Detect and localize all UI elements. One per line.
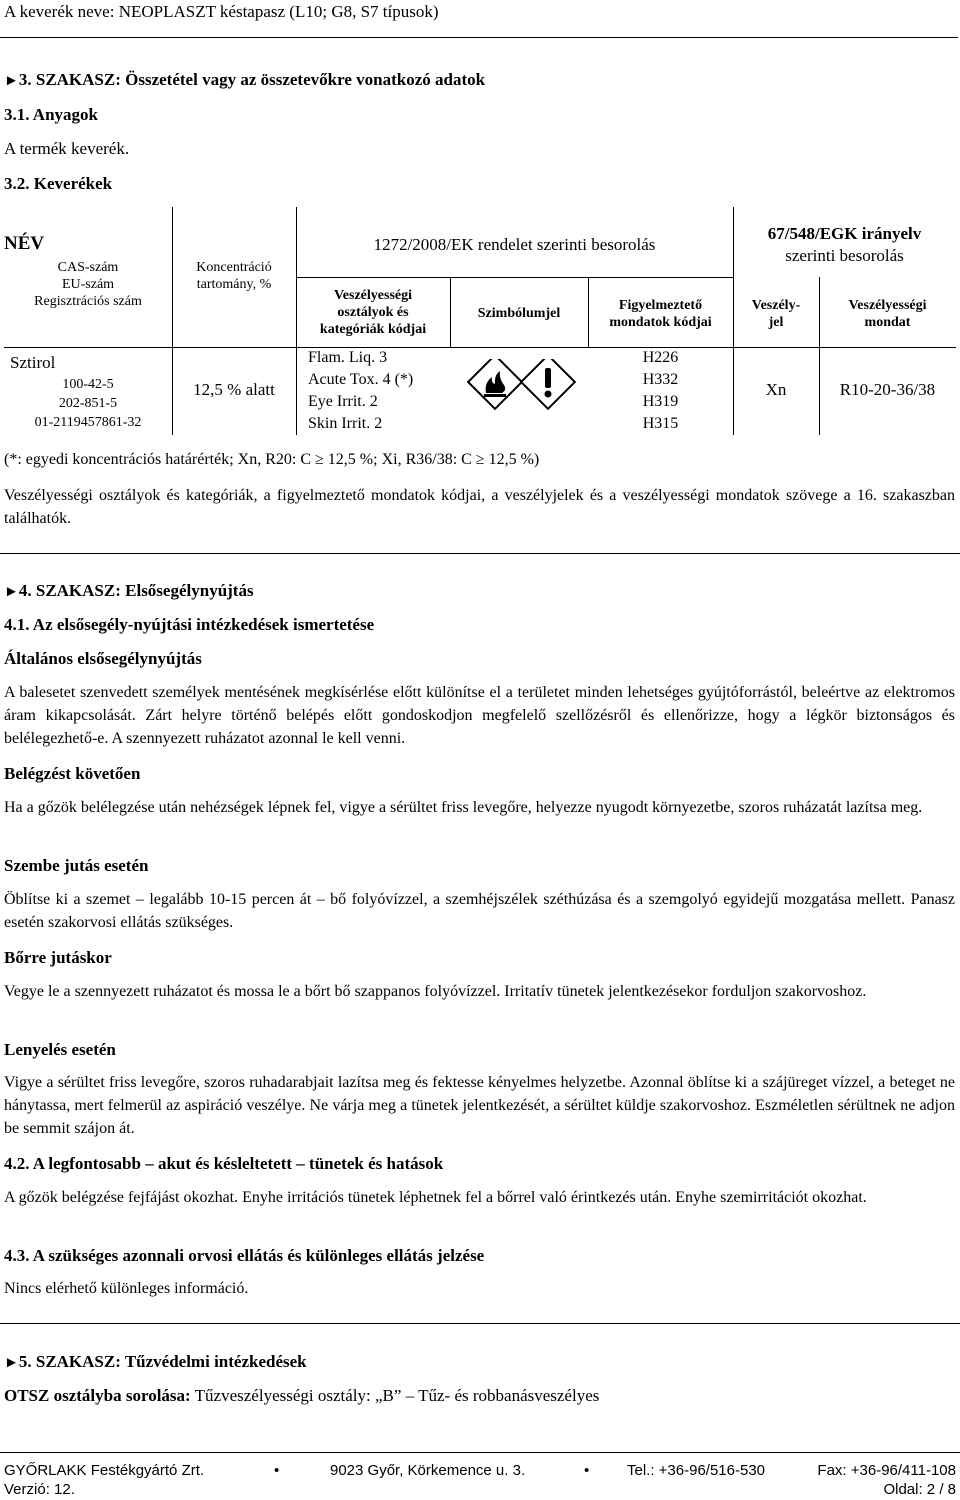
subsection-4-2-text: A gőzök belégzése fejfájást okozhat. Enyhe irritációs tünetek léphetnek fel a bőrrel való érintkezés után. Enyhe szemirritációt okozhat. xyxy=(4,1189,867,1206)
table-footnote: (*: egyedi koncentrációs határérték; Xn, R20: C ≥ 12,5 %; Xi, R36/38: C ≥ 12,5 %) xyxy=(4,451,540,468)
footer-bullet: • xyxy=(584,1462,590,1479)
header-reg: Regisztrációs szám xyxy=(34,294,142,309)
ingestion-text: Vigye a sérültet friss levegőre, szoros ruhadarabjait lazítsa meg és fektesse kényelmes helyzetbe. Azonnal öblítse ki a szájüreget vízzel, a beteget ne hánytassa, mert felmerül az aspiráció veszélye. Ne várja meg a tünetek jelentkezését, a sérültet küldje szakorvoshoz. Eszméletlen sérültnek ne adjon be semmit szájon át. xyxy=(4,1074,955,1137)
h-code: H315 xyxy=(642,415,679,432)
header-r-phrase: Veszélyességi xyxy=(848,298,927,313)
eye-text: Öblítse ki a szemet – legalább 10-15 percen át – bő folyóvízzel, a szemhéjszélek széthúzása és a szemgolyó egyidejű mozgatása mellett. Panasz esetén szakorvosi ellátás szükséges. xyxy=(4,891,955,931)
section3-heading: ►3. SZAKASZ: Összetétel vagy az összetevőkre vonatkozó adatok xyxy=(4,70,486,89)
section4-heading: ►4. SZAKASZ: Elsősegélynyújtás xyxy=(4,581,254,600)
section-marker-icon: ► xyxy=(4,584,19,600)
header-67548-title: 67/548/EGK irányelv xyxy=(767,224,922,243)
eye-heading: Szembe jutás esetén xyxy=(4,856,149,875)
general-heading: Általános elsősegélynyújtás xyxy=(4,649,202,668)
h-code: H319 xyxy=(642,393,679,410)
hazard-class: Flam. Liq. 3 xyxy=(308,349,388,366)
footer-version: Verzió: 12. xyxy=(4,1481,75,1498)
header-cas: CAS-szám xyxy=(57,260,119,275)
h-code: H226 xyxy=(642,349,679,366)
inhalation-heading: Belégzést követően xyxy=(4,764,141,783)
general-text: A balesetet szenvedett személyek mentésének megkísérlése előtt különítse el a területet minden lehetséges gyújtóforrástól, beleértve az elektromos áram kikapcsolását. Zárt helyre történő belépés előtt gondoskodjon megfelelő szellőzésről és ellenőrizze, hogy a légkör biztonságos és belélegezhető-e. A szennyezett ruházatot azonnal le kell venni. xyxy=(4,684,955,747)
section-marker-icon: ► xyxy=(4,73,19,89)
footer-company: GYŐRLAKK Festékgyártó Zrt. xyxy=(4,1462,205,1479)
subsection-4-3-text: Nincs elérhető különleges információ. xyxy=(4,1280,249,1297)
footer-fax: Fax: +36-96/411-108 xyxy=(817,1462,956,1479)
page-header xyxy=(0,0,958,38)
section-divider xyxy=(0,553,960,554)
otsz-label: OTSZ osztályba sorolása: xyxy=(4,1386,191,1405)
header-symbol: Szimbólumjel xyxy=(477,306,561,321)
substance-reg: 01-2119457861-32 xyxy=(34,415,142,430)
section-marker-icon: ► xyxy=(4,1355,19,1371)
inhalation-text: Ha a gőzök belélegzése után nehézségek lépnek fel, vigye a sérültet friss levegőre, helyezze nyugodt környezetbe, szoros ruházatát lazítsa meg. xyxy=(4,799,923,816)
subsection-4-3: 4.3. A szükséges azonnali orvosi ellátás és különleges ellátás jelzése xyxy=(4,1246,485,1265)
subsection-3-2: 3.2. Keverékek xyxy=(4,174,113,193)
header-concentration: Koncentráció xyxy=(196,260,272,275)
hazard-class: Skin Irrit. 2 xyxy=(308,415,383,432)
header-title: A keverék neve: NEOPLASZT késtapasz (L10; G8, S7 típusok) xyxy=(4,2,439,21)
danger-symbol: Xn xyxy=(765,380,787,399)
otsz-classification xyxy=(4,1384,599,1408)
footer-page-number: Oldal: 2 / 8 xyxy=(883,1481,956,1498)
page-footer xyxy=(0,1452,960,1453)
hazard-class: Acute Tox. 4 (*) xyxy=(308,371,414,388)
ingestion-heading: Lenyelés esetén xyxy=(4,1040,116,1059)
subsection-3-1: 3.1. Anyagok xyxy=(4,105,98,124)
exclamation-pictogram-icon xyxy=(521,359,575,409)
h-code: H332 xyxy=(642,371,679,388)
substance-name: Sztirol xyxy=(10,353,56,372)
header-hazard-classes: Veszélyességi xyxy=(333,288,413,303)
subsection-4-1: 4.1. Az elsősegély-nyújtási intézkedések ismertetése xyxy=(4,615,375,634)
section3-note: Veszélyességi osztályok és kategóriák, a figyelmeztető mondatok kódjai, a veszélyjelek és a veszélyességi mondatok szövege a 16. szakaszban találhatók. xyxy=(4,487,955,527)
subsection-4-2: 4.2. A legfontosabb – akut és késleltetett – tünetek és hatások xyxy=(4,1154,444,1173)
footer-bullet: • xyxy=(274,1462,280,1479)
skin-text: Vegye le a szennyezett ruházatot és mossa le a bőrt bő szappanos folyóvízzel. Irritatív tünetek jelentkezésekor forduljon szakorvoshoz. xyxy=(4,983,867,1000)
table-row xyxy=(10,353,55,373)
header-h-codes: Figyelmeztető xyxy=(618,298,703,313)
substance-cas: 100-42-5 xyxy=(62,377,114,392)
ghs-pictograms xyxy=(462,359,582,423)
substance-eu: 202-851-5 xyxy=(58,396,118,411)
section5-heading: ►5. SZAKASZ: Tűzvédelmi intézkedések xyxy=(4,1352,307,1371)
header-1272-title: 1272/2008/EK rendelet szerinti besorolás xyxy=(373,235,656,254)
composition-table: NÉV CAS-szám EU-szám Regisztrációs szám Koncentráció tartomány, % 1272/2008/EK rendelet szerinti besorolás Veszélyességi osztályok és kategóriák kódjai Szimbólumjel Figyelmeztető mondatok kódjai 67/548/EGK irányelv szerinti besorolás Veszély- jel Veszélyességi mondat Sztirol 100-42-5 202-851-5 01-2119457861-32 12,5 % alatt Flam. Liq. 3 Acute Tox. 4 (*) Eye Irrit. 2 Skin Irrit. 2 H226 H332 H319 H315 Xn R10-20-36/38 xyxy=(4,207,956,435)
subsection-3-1-text: A termék keverék. xyxy=(4,139,130,158)
header-eu: EU-szám xyxy=(61,277,115,292)
section-divider xyxy=(0,1323,960,1324)
skin-heading: Bőrre jutáskor xyxy=(4,948,112,967)
otsz-value: Tűzveszélyességi osztály: „B” – Tűz- és robbanásveszélyes xyxy=(190,1386,600,1405)
footer-tel: Tel.: +36-96/516-530 xyxy=(627,1462,766,1479)
header-danger-symbol: Veszély- xyxy=(751,298,801,313)
substance-concentration: 12,5 % alatt xyxy=(193,380,275,399)
r-phrase: R10-20-36/38 xyxy=(839,380,936,399)
footer-address: 9023 Győr, Körkemence u. 3. xyxy=(330,1462,526,1479)
header-name: NÉV xyxy=(4,233,45,254)
hazard-class: Eye Irrit. 2 xyxy=(308,393,378,410)
flame-pictogram-icon xyxy=(468,359,522,409)
